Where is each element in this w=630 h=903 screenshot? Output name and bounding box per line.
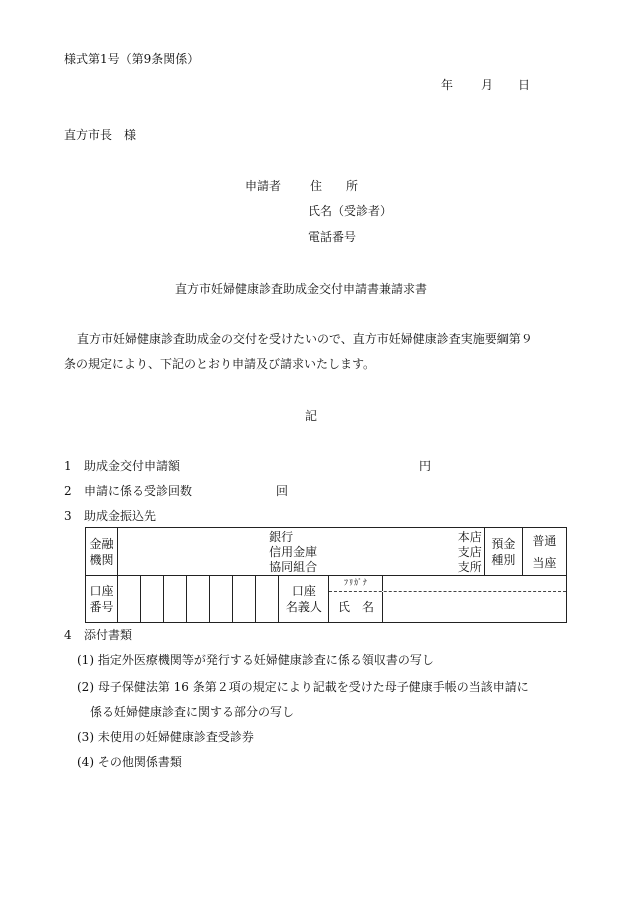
account-holder-name-cell[interactable]: [329, 576, 567, 623]
item-3-label: 助成金振込先: [84, 509, 157, 523]
date-month-label: 月: [481, 78, 494, 92]
account-digit-box[interactable]: [118, 576, 141, 623]
furigana-row: [329, 576, 566, 592]
attachment-item: (3) 未使用の妊婦健康診査受診券: [77, 730, 254, 744]
institution-name-cell[interactable]: [118, 528, 485, 576]
account-digit-box[interactable]: [164, 576, 187, 623]
item-2-number: 2: [64, 484, 72, 498]
deposit-option-toza[interactable]: 当座: [532, 555, 557, 570]
deposit-type-label-cell: [484, 528, 522, 576]
account-holder-label-1: 口座: [291, 584, 316, 598]
name-row: [329, 592, 566, 622]
applicant-phone-label: 電話番号: [308, 230, 357, 244]
account-digit-box[interactable]: [256, 576, 279, 623]
item-4-label: 添付書類: [84, 628, 133, 642]
deposit-type-label-1: 預金: [491, 536, 516, 551]
furigana-input[interactable]: [382, 576, 566, 591]
account-number-label-2: 番号: [89, 600, 114, 614]
attachment-item: (2) 母子保健法第 16 条第２項の規定により記載を受けた母子健康手帳の当該申請に: [77, 680, 529, 694]
bank-row: [86, 528, 567, 576]
attachment-item-continued: 係る妊婦健康診査に関する部分の写し: [90, 705, 295, 719]
account-holder-label-2: 名義人: [285, 600, 322, 614]
branch-shiten: 支店: [457, 544, 482, 559]
addressee: 直方市長 様: [64, 128, 137, 142]
applicant-address-label: 住 所: [310, 179, 359, 193]
shimei-label: 氏 名: [337, 600, 374, 614]
account-number-label-1: 口座: [89, 584, 114, 598]
item-2-unit: 回: [276, 484, 289, 498]
account-row: [86, 576, 567, 623]
deposit-type-label-2: 種別: [491, 552, 516, 567]
branch-shisho: 支所: [457, 559, 482, 574]
bank-type-kyodo: 協同組合: [269, 559, 318, 574]
document-title: 直方市妊婦健康診査助成金交付申請書兼請求書: [175, 282, 428, 296]
furigana-label: ﾌﾘｶﾞﾅ: [343, 578, 368, 587]
institution-label-1: 金融: [89, 536, 114, 551]
account-digit-box[interactable]: [210, 576, 233, 623]
applicant-label: 申請者: [245, 179, 282, 193]
body-line-1: 直方市妊婦健康診査助成金の交付を受けたいので、直方市妊婦健康診査実施要綱第９: [77, 332, 533, 346]
institution-label-2: 機関: [89, 552, 114, 567]
account-digit-box[interactable]: [233, 576, 256, 623]
form-number: 様式第1号（第9条関係）: [64, 52, 200, 66]
item-3-number: 3: [64, 509, 72, 523]
branch-honten: 本店: [457, 529, 482, 544]
deposit-type-options-cell[interactable]: [522, 528, 566, 576]
bank-type-shinyo: 信用金庫: [269, 544, 318, 559]
item-2-label: 申請に係る受診回数: [84, 484, 193, 498]
institution-label-cell: [86, 528, 118, 576]
account-digit-box[interactable]: [141, 576, 164, 623]
body-line-2: 条の規定により、下記のとおり申請及び請求いたします。: [64, 357, 376, 371]
account-digit-box[interactable]: [187, 576, 210, 623]
applicant-name-label: 氏名（受診者）: [308, 204, 393, 218]
ki-heading: 記: [305, 409, 318, 423]
account-number-label-cell: [86, 576, 118, 623]
deposit-option-futsu[interactable]: 普通: [532, 533, 557, 548]
date-year-label: 年: [441, 78, 454, 92]
attachment-item: (1) 指定外医療機関等が発行する妊婦健康診査に係る領収書の写し: [77, 653, 434, 667]
attachment-item: (4) その他関係書類: [77, 755, 182, 769]
date-day-label: 日: [518, 78, 531, 92]
bank-type-bank: 銀行: [269, 529, 294, 544]
item-4-number: 4: [64, 628, 72, 642]
account-holder-label-cell: [279, 576, 329, 623]
item-1-label: 助成金交付申請額: [84, 459, 181, 473]
item-1-unit: 円: [419, 459, 432, 473]
holder-name-input[interactable]: [382, 592, 566, 622]
item-1-number: 1: [64, 459, 72, 473]
bank-transfer-table: [85, 527, 567, 623]
